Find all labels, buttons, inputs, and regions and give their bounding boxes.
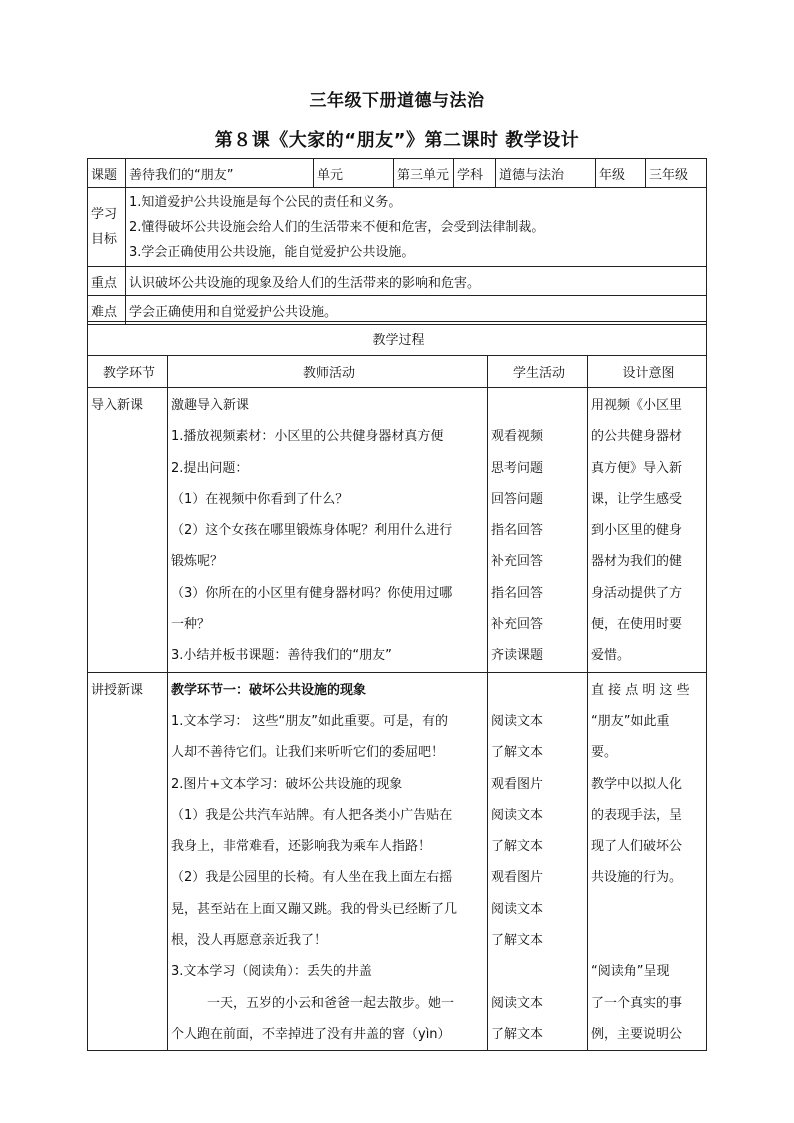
document-title: 三年级下册道德与法治 bbox=[309, 91, 485, 111]
intent-line: 共设施的行为。 bbox=[591, 870, 683, 886]
student-line: 阅读文本 bbox=[491, 807, 544, 823]
lesson-title: 第８课《大家的“朋友”》第二课时 教学设计 bbox=[214, 130, 580, 151]
section-row-intro bbox=[88, 388, 707, 673]
intent-line: 课，让学生感受 bbox=[591, 491, 683, 507]
student-line: 阅读文本 bbox=[491, 995, 544, 1011]
intent-line: 的公共健身器材 bbox=[591, 429, 683, 445]
objectives-label-line2: 目标 bbox=[91, 232, 118, 247]
objectives-cell bbox=[126, 188, 707, 267]
intent-line: 要。 bbox=[591, 745, 618, 761]
student-activity-cell bbox=[488, 672, 588, 1051]
col-header-teacher: 教师活动 bbox=[168, 356, 488, 388]
objectives-label-line1: 学习 bbox=[91, 207, 118, 222]
teacher-line: 激趣导入新课 bbox=[171, 398, 250, 413]
student-line: 观看图片 bbox=[491, 776, 544, 792]
topic-value: 善待我们的“朋友” bbox=[126, 159, 314, 188]
objectives-label bbox=[88, 188, 126, 267]
col-header-intent: 设计意图 bbox=[588, 356, 707, 388]
teacher-line: 3.文本学习（阅读角）：丢失的井盖 bbox=[171, 964, 372, 980]
intent-line: 便，在使用时要 bbox=[591, 617, 683, 633]
objective-item: 3.学会正确使用公共设施，能自觉爱护公共设施。 bbox=[129, 244, 415, 260]
col-header-student: 学生活动 bbox=[488, 356, 588, 388]
intent-line: 用视频《小区里 bbox=[591, 398, 683, 413]
student-line: 了解文本 bbox=[491, 839, 544, 855]
intent-line bbox=[591, 925, 706, 956]
teacher-line: 一天，五岁的小云和爸爸一起去散步。她一 bbox=[207, 995, 455, 1011]
student-line bbox=[491, 675, 587, 706]
intent-line: 真方便》导入新 bbox=[591, 460, 683, 476]
intent-line: 直 接 点 明 这 些 bbox=[591, 682, 690, 698]
student-line: 了解文本 bbox=[491, 745, 544, 761]
student-line: 阅读文本 bbox=[491, 713, 544, 729]
objective-item: 1.知道爱护公共设施是每个公民的责任和义务。 bbox=[129, 194, 402, 210]
teacher-line: （2）这个女孩在哪里锻炼身体呢？利用什么进行 bbox=[171, 523, 453, 539]
teacher-line: （2）我是公园里的长椅。有人坐在我上面左右摇 bbox=[171, 870, 453, 886]
intent-line: 器材为我们的健 bbox=[591, 554, 683, 570]
topic-label: 课题 bbox=[88, 159, 126, 188]
student-line bbox=[491, 390, 587, 421]
student-line: 思考问题 bbox=[491, 460, 544, 476]
teacher-line: 晃，甚至站在上面又蹦又跳。我的骨头已经断了几 bbox=[171, 901, 458, 917]
difficulty-label: 难点 bbox=[88, 296, 126, 325]
student-line: 阅读文本 bbox=[491, 901, 544, 917]
stage-label: 导入新课 bbox=[91, 398, 144, 413]
student-line: 指名回答 bbox=[491, 523, 544, 539]
intent-line: “朋友”如此重 bbox=[591, 713, 670, 729]
teacher-line: 1.播放视频素材：小区里的公共健身器材真方便 bbox=[171, 429, 444, 445]
teacher-line: 根，没人再愿意亲近我了！ bbox=[171, 933, 328, 949]
teacher-activity-cell bbox=[168, 672, 488, 1051]
student-line bbox=[491, 956, 587, 987]
intent-line: 到小区里的健身 bbox=[591, 523, 683, 539]
intent-line: 现了人们破坏公 bbox=[591, 839, 683, 855]
teacher-line: 2.图片+文本学习：破坏公共设施的现象 bbox=[171, 776, 403, 792]
unit-value: 第三单元 bbox=[394, 159, 454, 188]
difficulty-value: 学会正确使用和自觉爱护公共设施。 bbox=[126, 296, 707, 325]
teacher-line: （1）在视频中你看到了什么？ bbox=[171, 491, 349, 507]
student-line: 补充回答 bbox=[491, 617, 544, 633]
intent-line bbox=[591, 894, 706, 925]
intent-line: 例，主要说明公 bbox=[591, 1026, 683, 1042]
intent-line: 爱惜。 bbox=[591, 648, 631, 664]
design-intent-cell bbox=[588, 672, 707, 1051]
student-line: 补充回答 bbox=[491, 554, 544, 570]
col-header-stage: 教学环节 bbox=[88, 356, 168, 388]
grade-label: 年级 bbox=[596, 159, 646, 188]
subject-value: 道德与法治 bbox=[496, 159, 596, 188]
student-line: 了解文本 bbox=[491, 1026, 544, 1042]
key-label: 重点 bbox=[88, 267, 126, 296]
process-heading: 教学过程 bbox=[88, 322, 707, 356]
intent-line: “阅读角”呈现 bbox=[591, 964, 670, 980]
student-line: 观看视频 bbox=[491, 429, 544, 445]
teacher-line: 我身上，非常难看，还影响我为乘车人指路！ bbox=[171, 839, 432, 855]
intent-line: 了一个真实的事 bbox=[591, 995, 683, 1011]
intent-line: 教学中以拟人化 bbox=[591, 776, 683, 792]
teacher-line: （3）你所在的小区里有健身器材吗？你使用过哪 bbox=[171, 585, 453, 601]
student-line: 指名回答 bbox=[491, 585, 544, 601]
student-line: 观看图片 bbox=[491, 870, 544, 886]
grade-value: 三年级 bbox=[646, 159, 707, 188]
teacher-line: 一种？ bbox=[171, 617, 211, 633]
teacher-line: 2.提出问题： bbox=[171, 460, 249, 476]
unit-label: 单元 bbox=[314, 159, 394, 188]
teacher-line: 1.文本学习： 这些“朋友”如此重要。可是，有的 bbox=[171, 713, 449, 729]
key-value: 认识破坏公共设施的现象及给人们的生活带来的影响和危害。 bbox=[126, 267, 707, 296]
student-activity-cell bbox=[488, 388, 588, 673]
teacher-line: 个人跑在前面，不幸掉进了没有井盖的窨（yìn） bbox=[171, 1026, 451, 1042]
intent-line: 身活动提供了方 bbox=[591, 585, 683, 601]
student-line: 齐读课题 bbox=[491, 648, 544, 664]
section-row-new-lesson bbox=[88, 672, 707, 1051]
teacher-line: 教学环节一：破坏公共设施的现象 bbox=[171, 682, 367, 698]
student-line: 了解文本 bbox=[491, 933, 544, 949]
design-intent-cell bbox=[588, 388, 707, 673]
objective-item: 2.懂得破坏公共设施会给人们的生活带来不便和危害，会受到法律制裁。 bbox=[129, 219, 545, 235]
teacher-line: 锻炼呢？ bbox=[171, 554, 224, 570]
subject-label: 学科 bbox=[454, 159, 496, 188]
lesson-info-table bbox=[87, 158, 707, 325]
student-line: 回答问题 bbox=[491, 491, 544, 507]
teaching-process-table bbox=[87, 321, 707, 1051]
stage-cell bbox=[88, 672, 168, 1051]
teacher-line: 人却不善待它们。让我们来听听它们的委屈吧！ bbox=[171, 745, 445, 761]
teacher-line: 3.小结并板书课题：善待我们的“朋友” bbox=[171, 648, 392, 664]
teacher-line: （1）我是公共汽车站牌。有人把各类小广告贴在 bbox=[171, 807, 453, 823]
teacher-activity-cell bbox=[168, 388, 488, 673]
intent-line: 的表现手法，呈 bbox=[591, 807, 683, 823]
stage-cell bbox=[88, 388, 168, 673]
stage-label: 讲授新课 bbox=[91, 682, 144, 698]
